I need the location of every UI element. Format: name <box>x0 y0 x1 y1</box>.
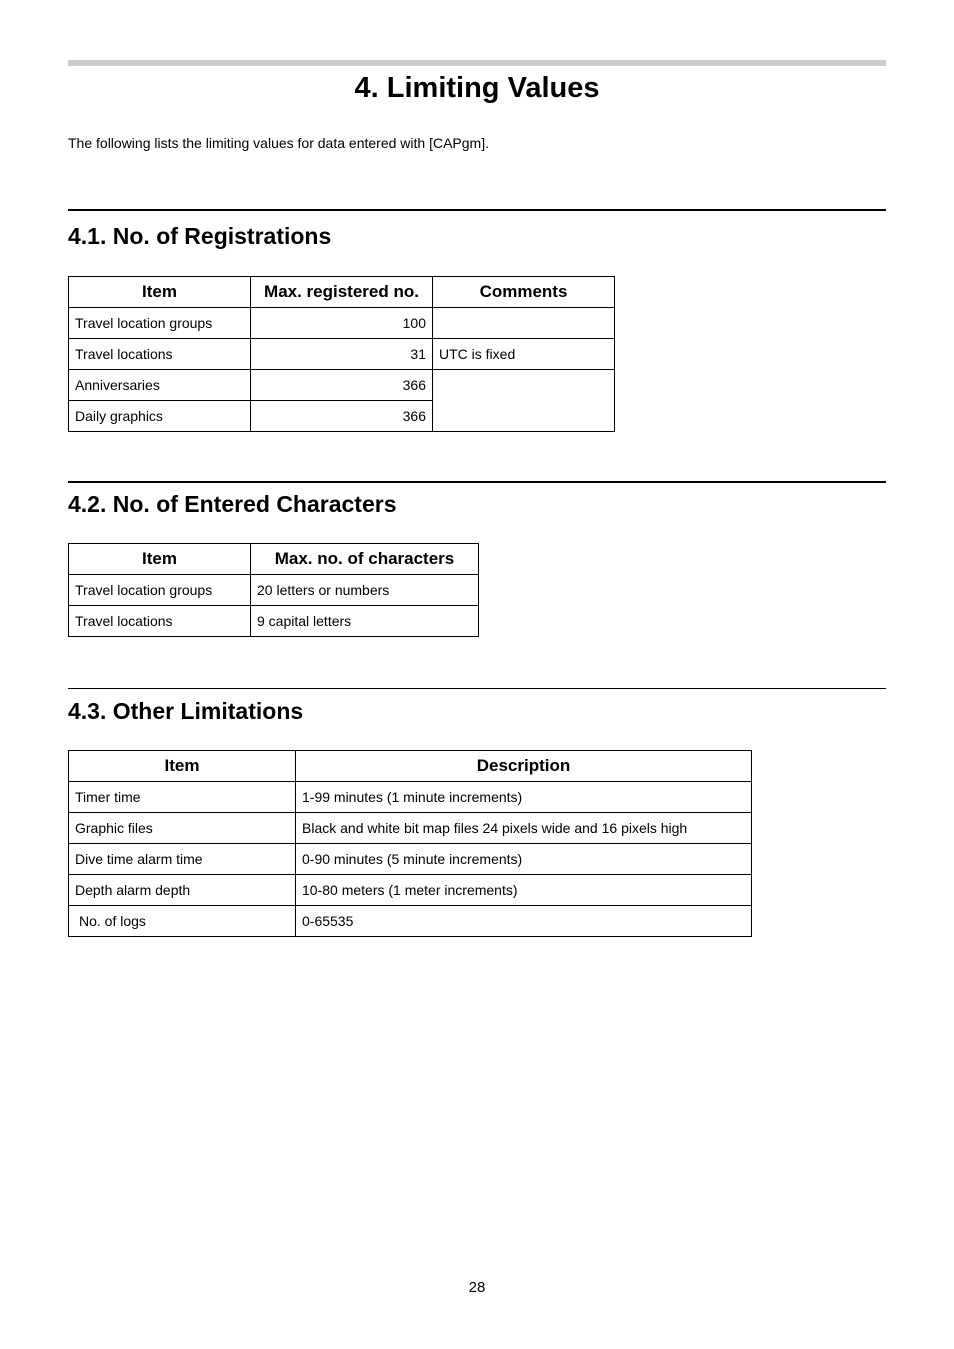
item-cell: Travel locations <box>69 339 251 370</box>
table-row <box>69 782 752 813</box>
description-cell: 10-80 meters (1 meter increments) <box>296 875 752 906</box>
item-cell: Travel location groups <box>69 308 251 339</box>
item-cell: Travel locations <box>69 606 251 637</box>
column-header: Item <box>69 277 251 308</box>
max-characters-cell: 9 capital letters <box>251 606 479 637</box>
column-header: Item <box>69 544 251 575</box>
max-registered-cell: 366 <box>251 370 433 401</box>
other-limitations-table <box>68 750 752 937</box>
table-row <box>69 606 479 637</box>
section-title-entered-characters: 4.2. No. of Entered Characters <box>68 491 397 517</box>
section-divider <box>68 481 886 483</box>
column-header: Description <box>296 751 752 782</box>
table-header-row <box>69 277 615 308</box>
comments-cell: UTC is fixed <box>433 339 615 370</box>
table-row <box>69 575 479 606</box>
section-title-registrations: 4.1. No. of Registrations <box>68 223 332 249</box>
section-divider <box>68 688 886 689</box>
table-row <box>69 370 615 401</box>
description-cell: 1-99 minutes (1 minute increments) <box>296 782 752 813</box>
max-characters-cell: 20 letters or numbers <box>251 575 479 606</box>
column-header: Max. no. of characters <box>251 544 479 575</box>
page-title: 4. Limiting Values <box>354 72 600 104</box>
max-registered-cell: 31 <box>251 339 433 370</box>
item-cell: Dive time alarm time <box>69 844 296 875</box>
description-cell: Black and white bit map files 24 pixels wide and 16 pixels high <box>296 813 752 844</box>
table-row <box>69 339 615 370</box>
item-cell: Depth alarm depth <box>69 875 296 906</box>
comments-cell <box>433 370 615 432</box>
item-cell: Daily graphics <box>69 401 251 432</box>
table-row <box>69 875 752 906</box>
registrations-table <box>68 276 615 432</box>
section-title-other-limitations: 4.3. Other Limitations <box>68 698 304 724</box>
column-header: Comments <box>433 277 615 308</box>
page-number: 28 <box>468 1279 486 1296</box>
top-rule <box>68 60 886 66</box>
description-cell: 0-65535 <box>296 906 752 937</box>
max-registered-cell: 366 <box>251 401 433 432</box>
description-cell: 0-90 minutes (5 minute increments) <box>296 844 752 875</box>
table-header-row <box>69 544 479 575</box>
item-cell: Travel location groups <box>69 575 251 606</box>
comments-cell <box>433 308 615 339</box>
table-row <box>69 813 752 844</box>
table-row <box>69 844 752 875</box>
item-cell: Graphic files <box>69 813 296 844</box>
column-header: Item <box>69 751 296 782</box>
entered-characters-table <box>68 543 479 637</box>
table-row <box>69 308 615 339</box>
item-cell: Timer time <box>69 782 296 813</box>
max-registered-cell: 100 <box>251 308 433 339</box>
table-row <box>69 906 752 937</box>
intro-text: The following lists the limiting values for data entered with [CAPgm]. <box>68 135 489 151</box>
section-divider <box>68 209 886 211</box>
item-cell: Anniversaries <box>69 370 251 401</box>
item-cell: No. of logs <box>69 906 296 937</box>
column-header: Max. registered no. <box>251 277 433 308</box>
table-header-row <box>69 751 752 782</box>
